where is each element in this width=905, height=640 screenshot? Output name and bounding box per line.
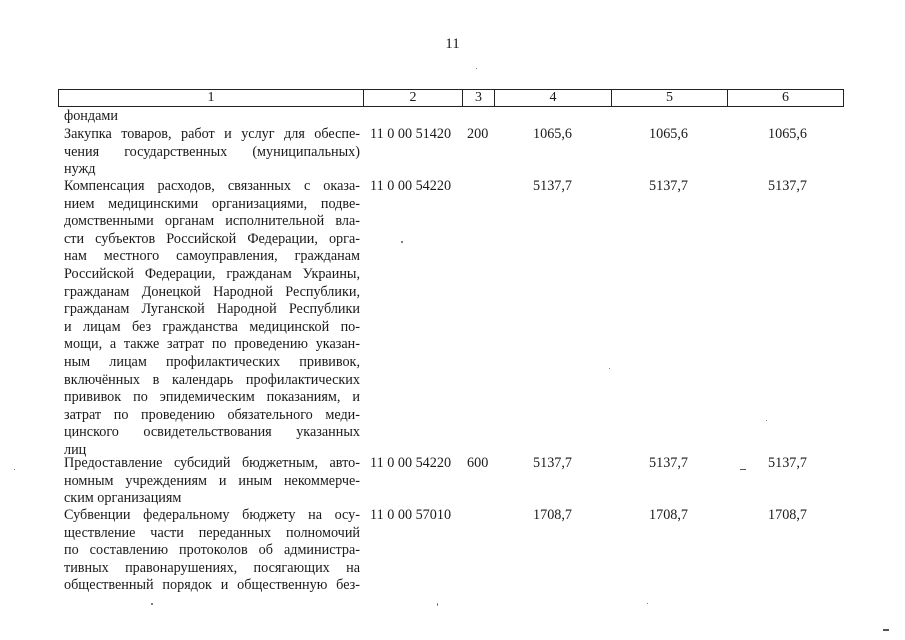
description-line: Компенсация расходов, связанных с оказа- — [64, 178, 360, 194]
description-line: нужд — [64, 161, 96, 178]
description-line: мощи, а также затрат по проведению указан- — [64, 336, 360, 353]
scan-speck — [151, 603, 153, 605]
row-description — [64, 108, 360, 126]
description-line: чения государственных (муниципальных) — [64, 143, 360, 160]
description-line: Предоставление субсидий бюджетным, авто- — [64, 455, 360, 471]
row-value-5: 5137,7 — [649, 455, 689, 471]
description-line: по составлению протоколов об администра- — [64, 542, 360, 559]
row-type: 600 — [467, 455, 489, 471]
table-header — [58, 89, 844, 107]
scan-speck — [740, 469, 746, 470]
description-line: сти субъектов Российской Федерации, орга- — [64, 230, 360, 247]
description-line: ским организациям — [64, 490, 182, 507]
description-line: Субвенции федеральному бюджету на осу- — [64, 507, 360, 523]
row-description — [64, 507, 360, 595]
description-line: Российской Федерации, гражданам Украины, — [64, 265, 360, 282]
row-value-5: 1065,6 — [649, 126, 689, 142]
row-description — [64, 178, 360, 460]
description-line: и лицам без гражданства медицинской по- — [64, 318, 360, 335]
row-type: 200 — [467, 126, 489, 142]
description-line: цинского освидетельствования указанных — [64, 424, 360, 441]
scan-speck — [14, 469, 15, 470]
row-code: 11 0 00 51420 — [370, 126, 452, 142]
row-code: 11 0 00 57010 — [370, 507, 452, 523]
description-line: гражданам Луганской Народной Республики — [64, 301, 360, 318]
row-code: 11 0 00 54220 — [370, 178, 452, 194]
row-value-4: 1065,6 — [533, 126, 573, 142]
description-line: нием медицинскими организациями, подве- — [64, 195, 360, 212]
scan-speck — [476, 68, 477, 69]
row-code: 11 0 00 54220 — [370, 455, 452, 471]
description-line: нам местного самоуправления, гражданам — [64, 248, 360, 265]
row-value-5: 5137,7 — [649, 178, 689, 194]
description-line: Закупка товаров, работ и услуг для обеспе- — [64, 126, 360, 142]
row-value-6: 1065,6 — [768, 126, 808, 142]
description-line: тивных правонарушениях, посягающих на — [64, 559, 360, 576]
row-value-5: 1708,7 — [649, 507, 689, 523]
header-cell-6: 6 — [782, 90, 789, 105]
scan-speck — [401, 241, 403, 243]
scan-speck — [766, 420, 767, 421]
row-value-6: 5137,7 — [768, 178, 808, 194]
header-cell-1: 1 — [59, 90, 364, 106]
row-value-6: 5137,7 — [768, 455, 808, 471]
description-line: домственными органам исполнительной вла- — [64, 213, 360, 230]
description-line: общественный порядок и общественную без- — [64, 577, 360, 594]
page-number: 11 — [445, 36, 460, 52]
scan-speck — [647, 603, 648, 604]
description-line: гражданам Донецкой Народной Республики, — [64, 283, 360, 300]
row-description — [64, 126, 360, 179]
header-cell-5: 5 — [612, 90, 728, 106]
row-value-4: 1708,7 — [533, 507, 573, 523]
scan-speck — [437, 603, 438, 606]
row-description — [64, 455, 360, 508]
description-line: лиц — [64, 441, 87, 458]
description-line: ществление части переданных полномочий — [64, 524, 360, 541]
row-value-4: 5137,7 — [533, 178, 573, 194]
header-cell-4: 4 — [495, 90, 612, 106]
description-line: ным лицам профилактических прививок, — [64, 353, 360, 370]
description-line: затрат по проведению обязательного меди- — [64, 406, 360, 423]
header-cell-3: 3 — [463, 90, 495, 106]
row-value-4: 5137,7 — [533, 455, 573, 471]
row-value-6: 1708,7 — [768, 507, 808, 523]
description-line: включённых в календарь профилактических — [64, 371, 360, 388]
header-cell-2: 2 — [364, 90, 463, 106]
description-line: номным учреждениям и иным некоммерче- — [64, 472, 360, 489]
scan-speck — [883, 629, 889, 631]
description-line: прививок по эпидемическим показаниям, и — [64, 389, 360, 406]
scan-speck — [609, 368, 610, 369]
description-line: фондами — [64, 108, 118, 124]
